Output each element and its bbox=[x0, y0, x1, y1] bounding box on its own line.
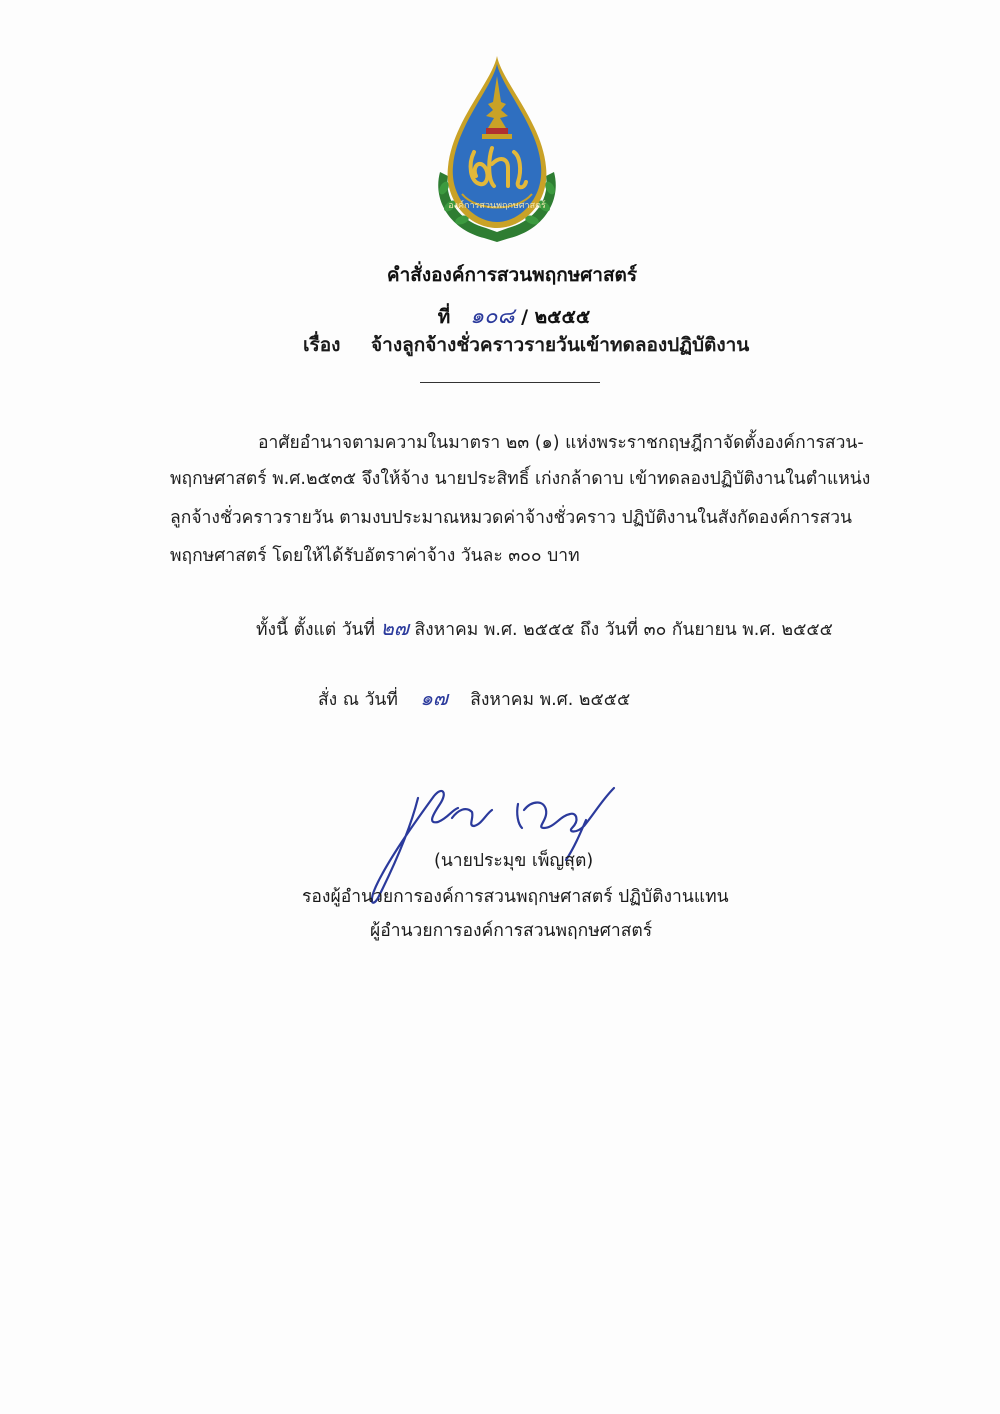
order-date-day: ๑๗ bbox=[420, 686, 448, 710]
subject-label: เรื่อง bbox=[303, 334, 341, 356]
order-number-handwritten: ๑๐๘ bbox=[470, 304, 515, 329]
order-date bbox=[318, 682, 630, 714]
signatory-name: (นายประมุข เพ็ญสุต) bbox=[434, 851, 594, 871]
order-date-rest: สิงหาคม พ.ศ. ๒๕๕๕ bbox=[470, 690, 631, 710]
order-date-prefix: สั่ง ณ วันที่ bbox=[318, 690, 398, 710]
organization-logo bbox=[422, 52, 572, 244]
logo-ring-text: องค์การสวนพฤกษศาสตร์ bbox=[448, 201, 546, 211]
order-number-prefix: ที่ bbox=[437, 306, 451, 328]
period-prefix: ทั้งนี้ ตั้งแต่ วันที่ bbox=[256, 620, 376, 640]
order-subject bbox=[303, 330, 749, 360]
signatory-position-1: รองผู้อำนวยการองค์การสวนพฤกษศาสตร์ ปฏิบัติงานแทน bbox=[302, 887, 729, 907]
order-number-line bbox=[14, 298, 1000, 333]
period-start-day: ๒๗ bbox=[380, 616, 409, 640]
header-divider bbox=[420, 382, 600, 383]
body-line-3: ลูกจ้างชั่วคราวรายวัน ตามงบประมาณหมวดค่าจ้างชั่วคราว ปฏิบัติงานในสังกัดองค์การสวน bbox=[170, 508, 852, 528]
body-line-2: พฤกษศาสตร์ พ.ศ.๒๕๓๕ จึงให้จ้าง นายประสิทธิ์ เก่งกล้าดาบ เข้าทดลองปฏิบัติงานในตำแหน่ง bbox=[170, 469, 871, 489]
employment-period bbox=[256, 612, 833, 644]
botanical-garden-emblem bbox=[422, 52, 572, 244]
signatory-position-2: ผู้อำนวยการองค์การสวนพฤกษศาสตร์ bbox=[370, 921, 653, 941]
order-number-suffix: / ๒๕๕๕ bbox=[521, 306, 591, 328]
subject-text: จ้างลูกจ้างชั่วคราวรายวันเข้าทดลองปฏิบัติงาน bbox=[371, 334, 750, 356]
body-line-1: อาศัยอำนาจตามความในมาตรา ๒๓ (๑) แห่งพระราชกฤษฎีกาจัดตั้งองค์การสวน- bbox=[258, 433, 864, 453]
body-line-4: พฤกษศาสตร์ โดยให้ได้รับอัตราค่าจ้าง วันละ ๓๐๐ บาท bbox=[170, 546, 580, 566]
period-rest: สิงหาคม พ.ศ. ๒๕๕๕ ถึง วันที่ ๓๐ กันยายน พ.ศ. ๒๕๕๕ bbox=[414, 620, 833, 640]
order-title: คำสั่งองค์การสวนพฤกษศาสตร์ bbox=[386, 264, 638, 286]
